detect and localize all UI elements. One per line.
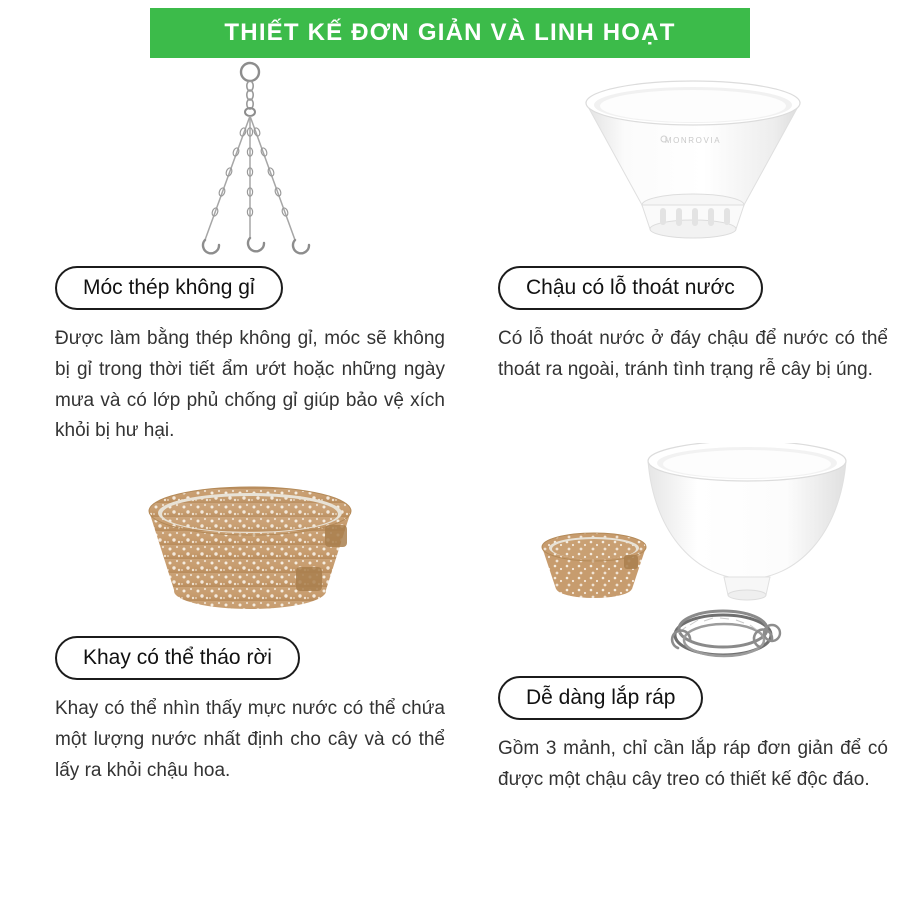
page-title: THIẾT KẾ ĐƠN GIẢN VÀ LINH HOẠT bbox=[224, 19, 676, 46]
pot-description: Có lỗ thoát nước ở đáy chậu để nước có thể thoát ra ngoài, tránh tình trạng rễ cây bị úng. bbox=[498, 328, 888, 380]
tray-description: Khay có thể nhìn thấy mực nước có thể chứa một lượng nước nhất định cho cây và có thể lấy ra khỏi chậu hoa. bbox=[55, 698, 445, 781]
tray-label: Khay có thể tháo rời bbox=[83, 646, 272, 669]
assembly-label: Dễ dàng lắp ráp bbox=[526, 686, 676, 709]
tray-label-pill bbox=[55, 636, 300, 680]
hook-label-pill-row bbox=[55, 266, 445, 310]
feature-block-hook bbox=[55, 60, 445, 447]
tray-label-pill-row bbox=[55, 636, 445, 680]
svg-text:MONROVIA: MONROVIA bbox=[664, 136, 722, 145]
hook-label-pill bbox=[55, 266, 283, 310]
feature-block-tray bbox=[55, 470, 445, 786]
header-banner bbox=[150, 8, 750, 58]
hook-description: Được làm bằng thép không gỉ, móc sẽ không bị gỉ trong thời tiết ẩm ướt hoặc những ngày mưa và có lớp phủ chống gỉ giúp bảo vệ xích khỏi bị hư hại. bbox=[55, 328, 445, 442]
cork-tray-illustration bbox=[55, 470, 445, 630]
pot-label-pill bbox=[498, 266, 763, 310]
feature-block-assembly bbox=[498, 440, 888, 796]
pot-label: Chậu có lỗ thoát nước bbox=[526, 276, 735, 299]
white-pot-illustration bbox=[498, 60, 888, 260]
assembly-label-pill-row bbox=[498, 676, 888, 720]
hook-label: Móc thép không gỉ bbox=[83, 276, 255, 299]
assembly-description: Gồm 3 mảnh, chỉ cần lắp ráp đơn giản để có được một chậu cây treo có thiết kế độc đáo. bbox=[498, 738, 888, 790]
three-piece-assembly-illustration bbox=[498, 440, 888, 670]
pot-label-pill-row bbox=[498, 266, 888, 310]
feature-block-pot bbox=[498, 60, 888, 386]
assembly-label-pill bbox=[498, 676, 703, 720]
hanging-chain-illustration bbox=[55, 60, 445, 260]
